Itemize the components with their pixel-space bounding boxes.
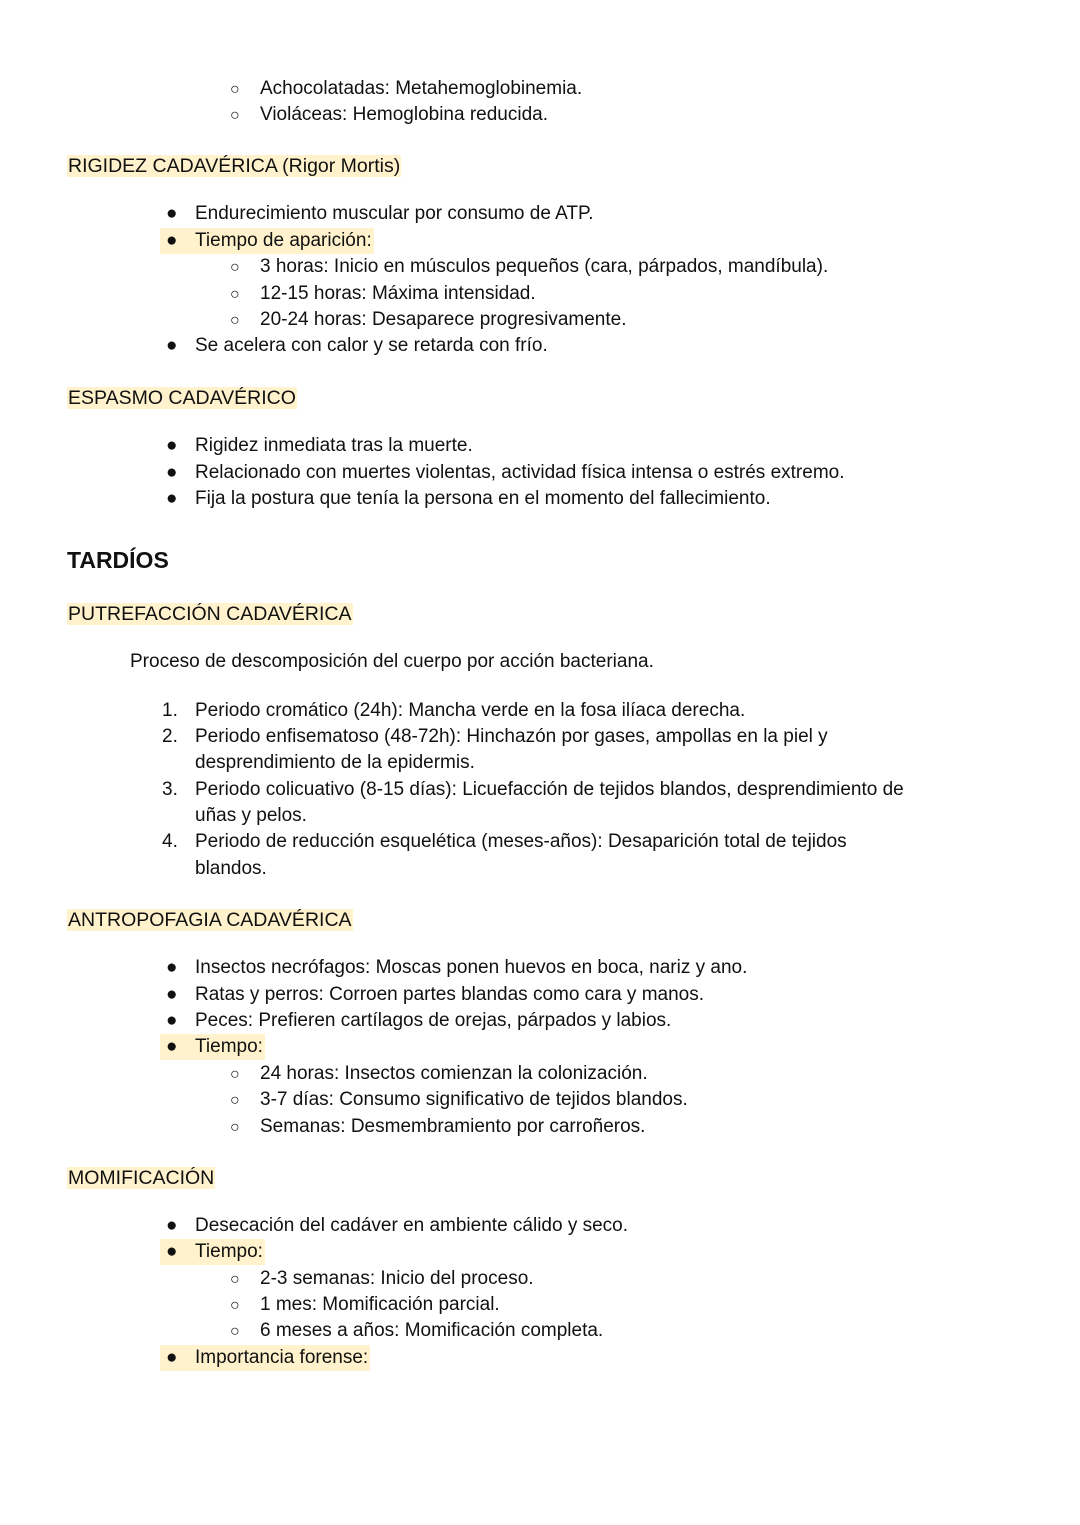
list-item-highlighted: ● Tiempo:	[160, 1239, 265, 1265]
list-item-highlighted: ● Tiempo de aparición:	[160, 228, 374, 254]
numbered-item: 1. Periodo cromático (24h): Mancha verde en la fosa ilíaca derecha.	[162, 700, 746, 721]
list-item: ○ 3 horas: Inicio en músculos pequeños (cara, párpados, mandíbula).	[225, 254, 828, 281]
bullet-icon: ●	[166, 1347, 178, 1368]
bullet-icon: ●	[166, 1241, 178, 1262]
circle-bullet-icon: ○	[230, 1119, 240, 1136]
bullet-icon: ●	[166, 1215, 178, 1236]
circle-bullet-icon: ○	[230, 1323, 240, 1340]
bullet-icon: ●	[166, 335, 178, 356]
numbered-item: 3. Periodo colicuativo (8-15 días): Licuefacción de tejidos blandos, desprendimiento de	[162, 779, 904, 800]
list-item: ○ Semanas: Desmembramiento por carroñeros.	[225, 1114, 645, 1141]
section-heading-putrefaccion: PUTREFACCIÓN CADAVÉRICA	[68, 603, 352, 625]
circle-bullet-icon: ○	[230, 1271, 240, 1288]
list-item: ○ 3-7 días: Consumo significativo de tejidos blandos.	[225, 1087, 688, 1114]
list-item: ● Ratas y perros: Corroen partes blandas como cara y manos.	[160, 982, 704, 1008]
circle-bullet-icon: ○	[230, 81, 240, 98]
list-item: ○ 20-24 horas: Desaparece progresivamente.	[225, 307, 626, 334]
bullet-icon: ●	[166, 230, 178, 251]
numbered-item-continuation: desprendimiento de la epidermis.	[195, 752, 475, 773]
list-item: ○ 1 mes: Momificación parcial.	[225, 1292, 500, 1319]
paragraph: Proceso de descomposición del cuerpo por acción bacteriana.	[130, 651, 654, 672]
numbered-item-continuation: uñas y pelos.	[195, 805, 307, 826]
list-item: ● Insectos necrófagos: Moscas ponen huevos en boca, nariz y ano.	[160, 955, 747, 981]
circle-bullet-icon: ○	[230, 286, 240, 303]
list-item-highlighted: ● Tiempo:	[160, 1034, 265, 1060]
section-heading-espasmo: ESPASMO CADAVÉRICO	[68, 387, 296, 409]
numbered-item: 4. Periodo de reducción esquelética (meses-años): Desaparición total de tejidos	[162, 831, 847, 852]
bullet-icon: ●	[166, 1010, 178, 1031]
major-heading-tardios: TARDÍOS	[67, 547, 169, 573]
list-item: ● Fija la postura que tenía la persona en el momento del fallecimiento.	[160, 486, 771, 512]
list-item: ● Endurecimiento muscular por consumo de ATP.	[160, 201, 594, 227]
list-item: ○ 24 horas: Insectos comienzan la colonización.	[225, 1061, 648, 1088]
bullet-icon: ●	[166, 957, 178, 978]
bullet-icon: ●	[166, 488, 178, 509]
bullet-icon: ●	[166, 435, 178, 456]
list-item: ○ Violáceas: Hemoglobina reducida.	[225, 102, 548, 129]
section-heading-antropofagia: ANTROPOFAGIA CADAVÉRICA	[68, 909, 352, 931]
bullet-icon: ●	[166, 984, 178, 1005]
bullet-icon: ●	[166, 203, 178, 224]
circle-bullet-icon: ○	[230, 1297, 240, 1314]
circle-bullet-icon: ○	[230, 1066, 240, 1083]
list-item: ○ 6 meses a años: Momificación completa.	[225, 1318, 603, 1345]
section-heading-rigidez: RIGIDEZ CADAVÉRICA (Rigor Mortis)	[68, 155, 401, 177]
circle-bullet-icon: ○	[230, 259, 240, 276]
list-item: ○ 12-15 horas: Máxima intensidad.	[225, 281, 536, 308]
list-item: ● Rigidez inmediata tras la muerte.	[160, 433, 473, 459]
section-heading-momificacion: MOMIFICACIÓN	[68, 1167, 215, 1189]
circle-bullet-icon: ○	[230, 312, 240, 329]
list-item: ● Desecación del cadáver en ambiente cálido y seco.	[160, 1213, 628, 1239]
bullet-icon: ●	[166, 462, 178, 483]
numbered-item-continuation: blandos.	[195, 858, 267, 879]
list-item: ● Relacionado con muertes violentas, actividad física intensa o estrés extremo.	[160, 460, 845, 486]
bullet-icon: ●	[166, 1036, 178, 1057]
list-item: ● Se acelera con calor y se retarda con frío.	[160, 333, 548, 359]
list-item-highlighted: ● Importancia forense:	[160, 1345, 370, 1371]
list-item: ○ Achocolatadas: Metahemoglobinemia.	[225, 76, 582, 103]
list-item: ● Peces: Prefieren cartílagos de orejas, párpados y labios.	[160, 1008, 671, 1034]
circle-bullet-icon: ○	[230, 1092, 240, 1109]
numbered-item: 2. Periodo enfisematoso (48-72h): Hinchazón por gases, ampollas en la piel y	[162, 726, 828, 747]
list-item: ○ 2-3 semanas: Inicio del proceso.	[225, 1266, 534, 1293]
circle-bullet-icon: ○	[230, 107, 240, 124]
